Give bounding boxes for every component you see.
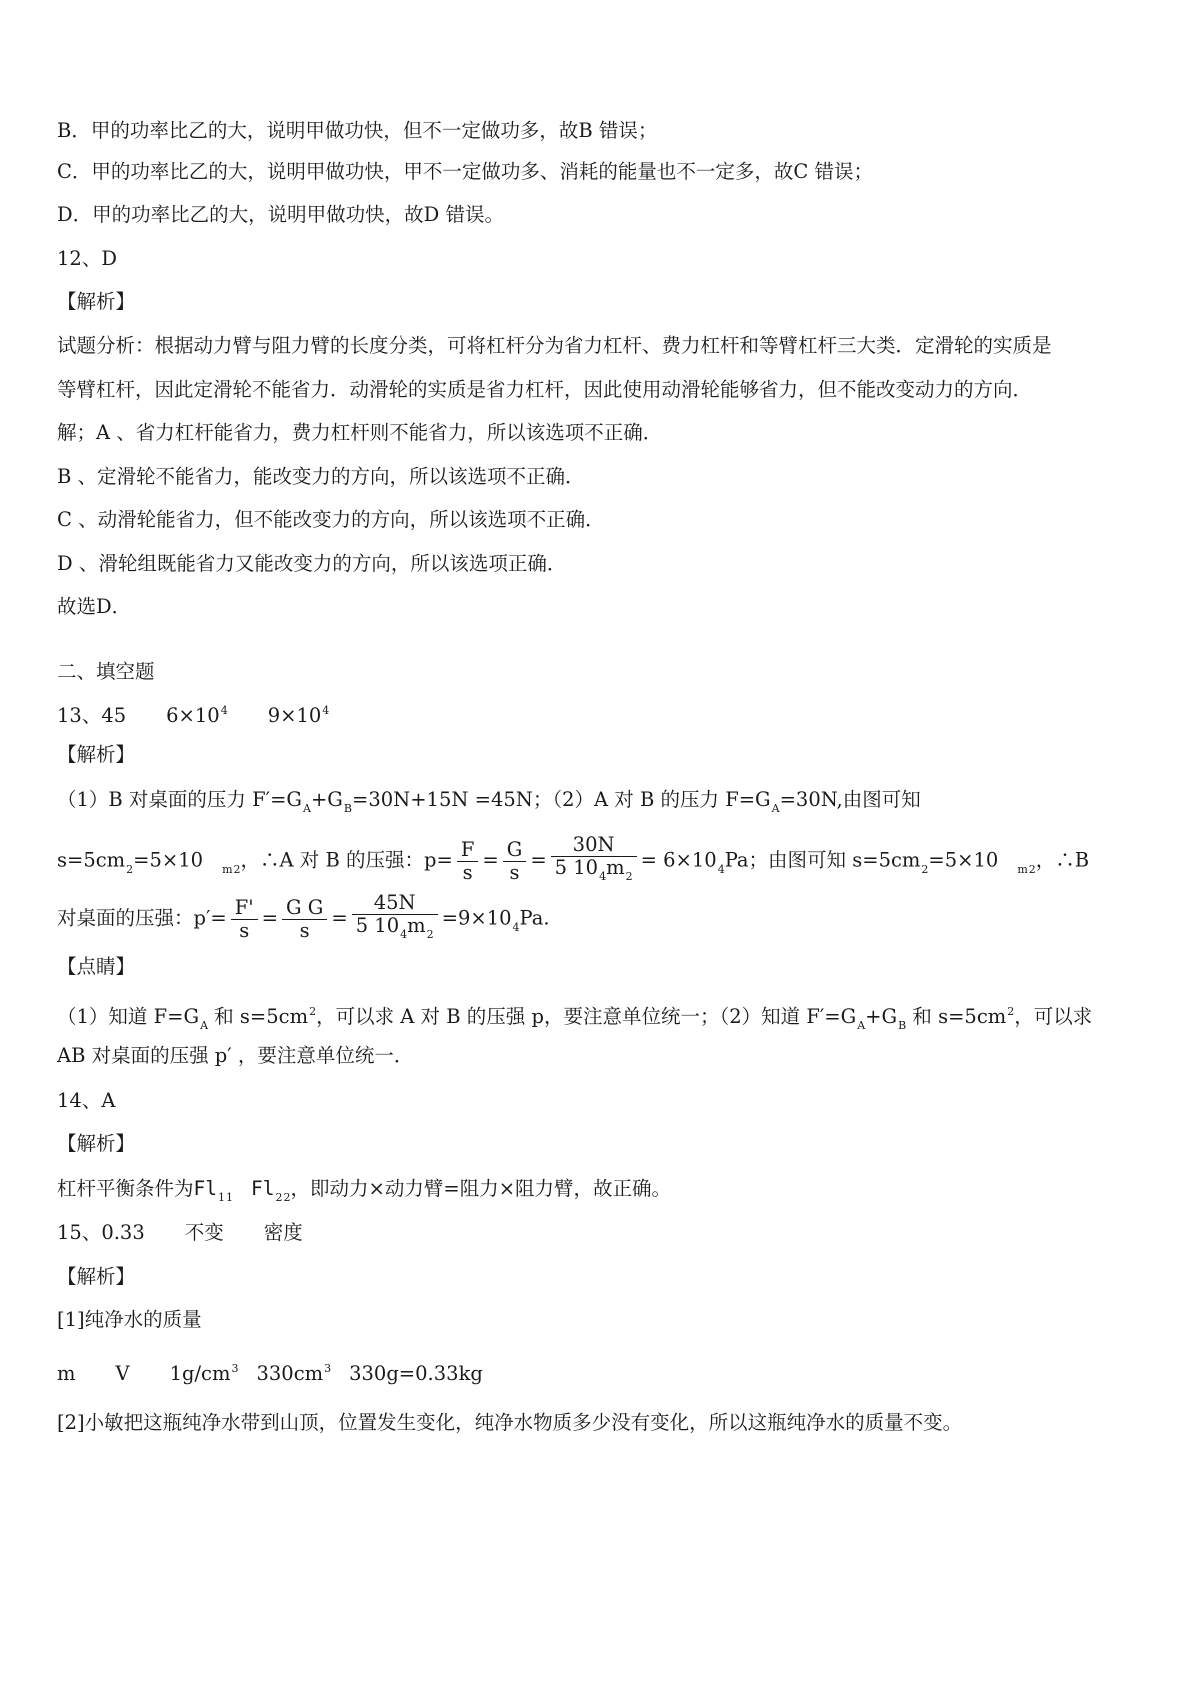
formula-f1: F (193, 1177, 206, 1200)
q13a-sub-1: A (303, 802, 311, 815)
den-value: 5 10 (554, 856, 599, 879)
fraction-45n-over-area (352, 892, 438, 946)
q13b-exp-7: 2 (1028, 862, 1036, 876)
q13d-sub-1: A (200, 1019, 209, 1032)
fraction-denominator (352, 914, 438, 946)
analysis-heading-15: 【解析】 (57, 1265, 136, 1288)
den-unit-exp: 2 (625, 870, 633, 883)
q13-line-a (57, 787, 921, 822)
solution-line-b: B 、定滑轮不能省力，能改变力的方向，所以该选项不正确． (57, 465, 585, 488)
q13-answer-3-exp: 4 (322, 704, 330, 717)
fraction-numerator: 30N (572, 833, 615, 856)
q14-text-2: ，即动力×动力臂=阻力×阻力臂，故正确。 (290, 1177, 672, 1200)
symbol-m: m (57, 1362, 76, 1385)
question-12-answer: 12、D (57, 247, 117, 270)
question-15-answer (57, 1220, 303, 1246)
analysis-text-1: 试题分析：根据动力臂与阻力臂的长度分类，可将杠杆分为省力杠杆、费力杠杆和等臂杠杆三大类．定滑轮的实质是 (57, 334, 1052, 357)
den-exp: 4 (400, 928, 408, 941)
q13b-unit-1: m (222, 862, 233, 876)
q13b-exp-2: 2 (233, 862, 241, 876)
q15-answer-1: 15、0.33 (57, 1221, 145, 1244)
question-14-answer: 14、A (57, 1089, 116, 1112)
q13b-text-7: ，∴B (1035, 848, 1090, 872)
conclusion-line: 故选D． (57, 595, 132, 618)
q13c-exp-1: 4 (512, 920, 520, 934)
formula-sub-4: 2 (283, 1191, 291, 1204)
fraction-numerator: F (460, 837, 475, 861)
q13d-sub-2: A (857, 1019, 866, 1032)
q13a-text-4: =30N,由图可知 (779, 788, 921, 811)
den-unit: m (606, 856, 625, 879)
volume-value: 330cm (256, 1362, 324, 1385)
q13a-sub-3: A (771, 802, 780, 815)
q13d-sub-3: B (898, 1019, 907, 1032)
q13-answer-2: 6×10 (166, 704, 220, 727)
den-value: 5 10 (355, 914, 400, 937)
q13c-text-3: Pa. (519, 906, 550, 930)
q13-answer-2-exp: 4 (220, 704, 228, 717)
fraction-denominator: s (503, 861, 527, 884)
symbol-v: V (115, 1362, 130, 1385)
solution-line-a: 解；A 、省力杠杆能省力，费力杠杆则不能省力，所以该选项不正确． (57, 421, 663, 444)
q15-line-b (57, 1356, 483, 1387)
formula-f2: F (251, 1177, 263, 1200)
q13a-text-1: （1）B 对桌面的压力 F′=G (57, 788, 303, 811)
q13b-text-6: =5×10 (928, 848, 999, 872)
q15-answer-3: 密度 (263, 1221, 303, 1244)
volume-exp: 3 (324, 1362, 332, 1375)
q13d-text-6: ，可以求 (1014, 1005, 1093, 1028)
fraction-g-over-s (503, 839, 527, 884)
equals-sign: = (331, 906, 348, 930)
fraction-denominator: s (282, 919, 327, 942)
density-exp: 3 (231, 1362, 239, 1375)
q13a-text-3: =30N+15N =45N；（2）A 对 B 的压力 F=G (351, 788, 771, 811)
q13-line-e: AB 对桌面的压强 p′ ，要注意单位统一． (57, 1044, 414, 1067)
q13b-text-3: ，∴A 对 B 的压强：p= (240, 848, 453, 872)
question-13-answer (57, 698, 329, 729)
q13c-text-1: 对桌面的压强：p′= (57, 906, 227, 930)
analysis-heading: 【解析】 (57, 290, 136, 313)
q15-line-a: [1]纯净水的质量 (57, 1308, 202, 1331)
q13b-text-5: Pa；由图可知 s=5cm (724, 848, 921, 872)
solution-line-d: D 、滑轮组既能省力又能改变力的方向，所以该选项正确． (57, 552, 567, 575)
q13-line-d (57, 999, 1092, 1039)
analysis-text-2: 等臂杠杆，因此定滑轮不能省力．动滑轮的实质是省力杠杆，因此使用动滑轮能够省力，但不能改变动力的方向． (57, 378, 1033, 401)
q13d-text-1: （1）知道 F=G (57, 1005, 200, 1028)
q13b-unit-2: m (1017, 862, 1028, 876)
q13c-text-2: =9×10 (441, 906, 512, 930)
q13d-text-2: 和 s=5cm (208, 1005, 309, 1028)
fraction-denominator: s (231, 919, 258, 942)
q13b-exp-1: 2 (126, 862, 134, 876)
formula-sub-3: 2 (275, 1191, 283, 1204)
q13b-text-1: s=5cm (57, 848, 126, 872)
q14-text-1: 杠杆平衡条件为 (57, 1177, 194, 1200)
density-value: 1g/cm (169, 1362, 231, 1385)
tips-heading: 【点睛】 (57, 955, 136, 978)
fraction-numerator: 45N (373, 891, 416, 914)
mass-result: 330g=0.33kg (349, 1362, 483, 1385)
q14-line (57, 1176, 671, 1211)
fraction-30n-over-area (551, 834, 637, 888)
q13a-text-2: +G (310, 788, 343, 811)
fraction-ga-gb-over-s (282, 897, 327, 942)
q13b-exp-4: 4 (717, 862, 725, 876)
fraction-f-over-s (457, 839, 479, 884)
den-unit-exp: 2 (426, 928, 434, 941)
q13d-exp-2: 2 (1007, 1005, 1015, 1018)
q13d-text-3: ，可以求 A 对 B 的压强 p，要注意单位统一；（2）知道 F′=G (316, 1005, 857, 1028)
fraction-fprime-over-s (231, 897, 258, 942)
text-line-d: D．甲的功率比乙的大，说明甲做功快，故D 错误。 (57, 203, 504, 226)
analysis-heading-13: 【解析】 (57, 743, 136, 766)
q15-line-c: [2]小敏把这瓶纯净水带到山顶，位置发生变化，纯净水物质多少没有变化，所以这瓶纯净水的质量不变。 (57, 1411, 963, 1434)
text-line-c: C．甲的功率比乙的大，说明甲做功快，甲不一定做功多、消耗的能量也不一定多，故C 错误； (57, 160, 874, 183)
q13-num: 13、45 (57, 704, 127, 727)
solution-line-c: C 、动滑轮能省力，但不能改变力的方向，所以该选项不正确． (57, 508, 605, 531)
text-line-b: B．甲的功率比乙的大，说明甲做功快，但不一定做功多，故B 错误； (57, 119, 658, 142)
den-exp: 4 (599, 870, 607, 883)
fraction-denominator: s (457, 861, 479, 884)
equals-sign: = (482, 848, 499, 872)
q13b-text-4: = 6×10 (640, 848, 717, 872)
fraction-numerator: G G (285, 895, 324, 919)
equals-sign: = (530, 848, 547, 872)
formula-sub-1: 1 (218, 1191, 226, 1204)
q13-answer-3: 9×10 (267, 704, 322, 727)
q15-answer-2: 不变 (184, 1221, 224, 1244)
fraction-numerator: F' (234, 895, 254, 919)
fraction-denominator (551, 856, 637, 888)
formula-sub-2: 1 (226, 1191, 234, 1204)
equals-sign: = (261, 906, 278, 930)
q13d-text-4: +G (865, 1005, 898, 1028)
q13b-text-2: =5×10 (133, 848, 204, 872)
q13d-text-5: 和 s=5cm (906, 1005, 1007, 1028)
formula-l2: l (262, 1177, 275, 1200)
formula-l1: l (205, 1177, 218, 1200)
fraction-numerator: G (506, 837, 523, 861)
q13b-exp-5: 2 (921, 862, 929, 876)
q13a-sub-2: B (343, 802, 352, 815)
analysis-heading-14: 【解析】 (57, 1132, 136, 1155)
den-unit: m (407, 914, 426, 937)
section-heading-fill-blank: 二、填空题 (57, 660, 155, 683)
q13d-exp-1: 2 (309, 1005, 317, 1018)
q13-line-c (57, 892, 550, 946)
q13-line-b (57, 834, 1089, 888)
